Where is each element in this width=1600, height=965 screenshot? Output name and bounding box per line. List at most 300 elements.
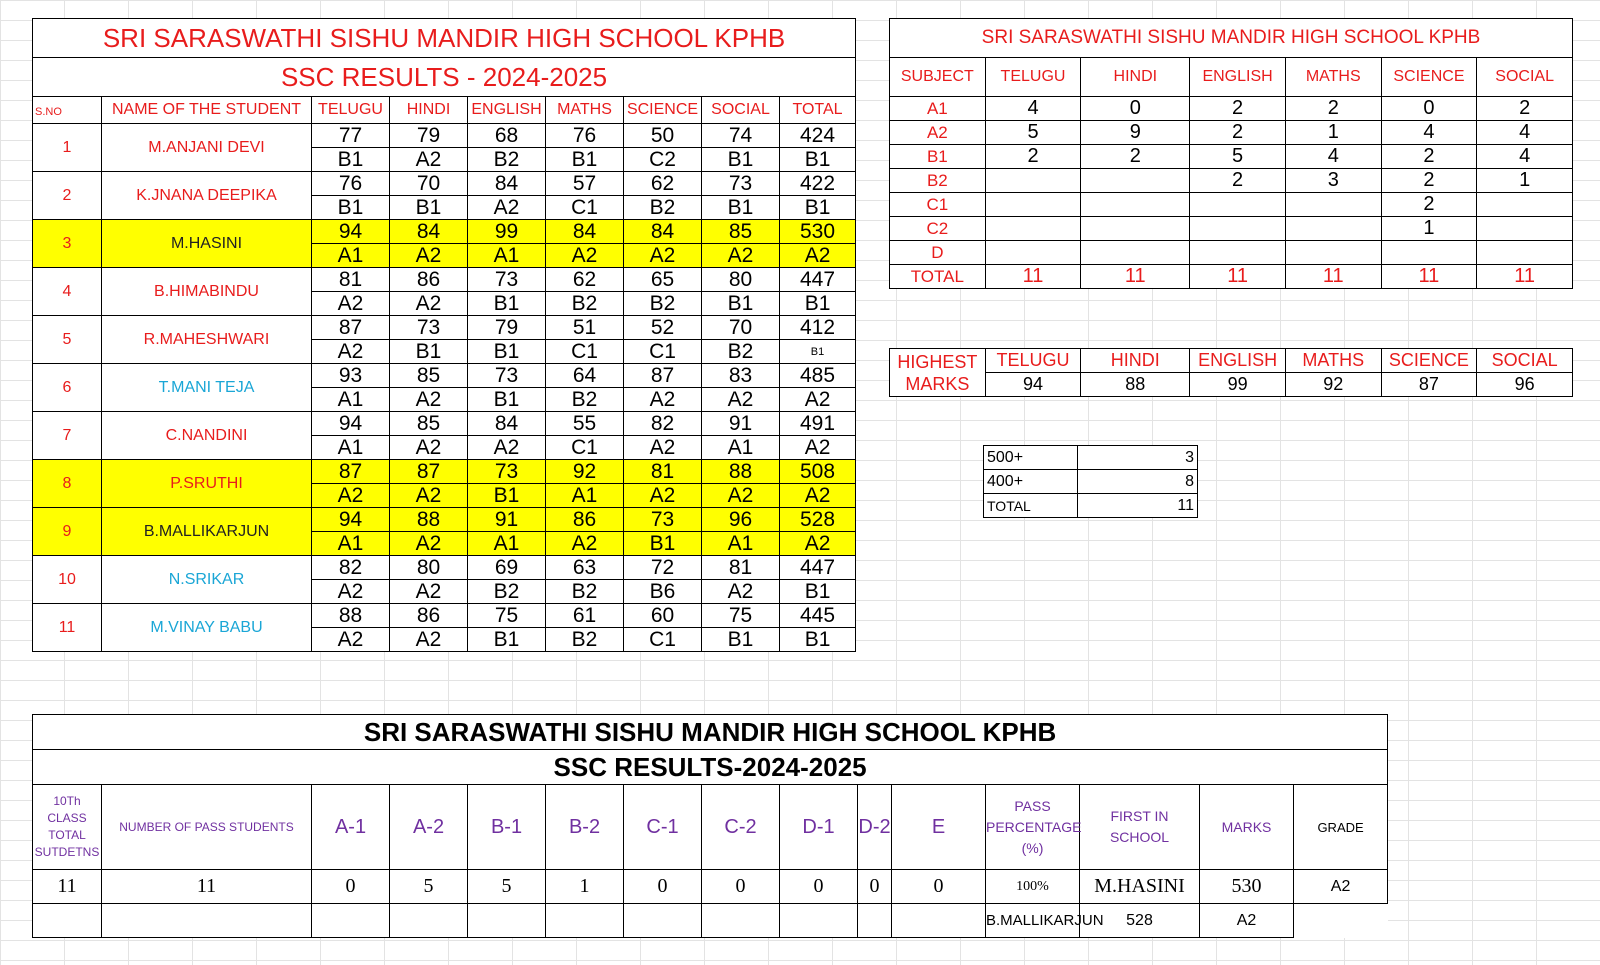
- marks-cell: 91: [702, 412, 780, 436]
- grade-cell: C1: [624, 340, 702, 364]
- grade-count-value: 0: [780, 870, 858, 904]
- student-name: K.JNANA DEEPIKA: [102, 172, 312, 220]
- marks-cell: 74: [702, 124, 780, 148]
- grade-count-cell: 2: [985, 145, 1081, 169]
- marks-cell: 81: [312, 268, 390, 292]
- marks-cell: 64: [546, 364, 624, 388]
- grade-label: B2: [890, 169, 986, 193]
- grade-count-cell: [1190, 217, 1286, 241]
- marks-cell: 422: [780, 172, 856, 196]
- pass-percentage-header: PASS PERCENTAGE (%): [986, 785, 1080, 870]
- marks-cell: 86: [546, 508, 624, 532]
- grade-cell: A2: [624, 436, 702, 460]
- grade-label: C1: [890, 193, 986, 217]
- serial-number: 5: [33, 316, 102, 364]
- count-label: 400+: [984, 470, 1078, 494]
- marks-cell: 84: [390, 220, 468, 244]
- grade-count-cell: 2: [1381, 145, 1477, 169]
- student-name: R.MAHESHWARI: [102, 316, 312, 364]
- pass-students-value: 11: [102, 870, 312, 904]
- empty-cell: [702, 904, 780, 938]
- grade-cell: A2: [624, 388, 702, 412]
- marks-cell: 87: [312, 460, 390, 484]
- grade-cell: A2: [390, 388, 468, 412]
- grade-count-value: 5: [390, 870, 468, 904]
- student-row: [33, 268, 856, 292]
- subject-header: ENGLISH: [1190, 58, 1286, 97]
- serial-number: 6: [33, 364, 102, 412]
- grade-label: D: [890, 241, 986, 265]
- school-title: SRI SARASWATHI SISHU MANDIR HIGH SCHOOL KPHB: [33, 19, 856, 58]
- grade-cell: B1: [390, 340, 468, 364]
- grade-count-cell: 4: [1477, 121, 1573, 145]
- grade-cell: B1: [624, 532, 702, 556]
- grade-count-value: 5: [468, 870, 546, 904]
- total-label: TOTAL: [890, 265, 986, 289]
- grade-cell: A1: [312, 436, 390, 460]
- total-cell: 11: [1081, 265, 1190, 289]
- summary-value-row: [33, 870, 1388, 904]
- total-cell: 11: [985, 265, 1081, 289]
- subject-header: SUBJECT: [890, 58, 986, 97]
- count-row: [984, 494, 1198, 518]
- marks-cell: 85: [390, 364, 468, 388]
- highest-marks-table: [889, 348, 1573, 397]
- total-students-value: 11: [33, 870, 102, 904]
- highest-mark: 88: [1081, 373, 1190, 397]
- marks-cell: 73: [390, 316, 468, 340]
- grade-count-cell: 2: [1190, 169, 1286, 193]
- count-label: 500+: [984, 446, 1078, 470]
- student-row: [33, 412, 856, 436]
- student-name: M.VINAY BABU: [102, 604, 312, 652]
- grade-count-cell: 2: [1285, 97, 1381, 121]
- empty-cell: [102, 904, 312, 938]
- grade-header: C-2: [702, 785, 780, 870]
- marks-cell: 69: [468, 556, 546, 580]
- column-header: TOTAL: [780, 97, 856, 124]
- marks-cell: 65: [624, 268, 702, 292]
- grade-cell: B1: [780, 628, 856, 652]
- grade-cell: B1: [468, 292, 546, 316]
- student-name: N.SRIKAR: [102, 556, 312, 604]
- marks-cell: 50: [624, 124, 702, 148]
- student-row: [33, 316, 856, 340]
- grade-cell: A2: [780, 484, 856, 508]
- highest-subject: MATHS: [1285, 349, 1381, 373]
- grade-count-cell: 9: [1081, 121, 1190, 145]
- grade-cell: A2: [390, 484, 468, 508]
- grade-cell: B1: [702, 628, 780, 652]
- empty-cell: [312, 904, 390, 938]
- student-row: [33, 604, 856, 628]
- grade-count-cell: 2: [1190, 121, 1286, 145]
- student-row: [33, 508, 856, 532]
- student-name: M.ANJANI DEVI: [102, 124, 312, 172]
- grade-count-value: 0: [892, 870, 986, 904]
- column-header: NAME OF THE STUDENT: [102, 97, 312, 124]
- grade-count-row: [890, 169, 1573, 193]
- empty-cell: [546, 904, 624, 938]
- grade-cell: A2: [468, 436, 546, 460]
- column-header: MATHS: [546, 97, 624, 124]
- marks-cell: 447: [780, 268, 856, 292]
- serial-number: 10: [33, 556, 102, 604]
- student-row: [33, 364, 856, 388]
- count-value: 3: [1078, 446, 1198, 470]
- grade-cell: A2: [780, 532, 856, 556]
- grade-cell: B1: [780, 580, 856, 604]
- marks-cell: 96: [702, 508, 780, 532]
- student-name: P.SRUTHI: [102, 460, 312, 508]
- grade-cell: B2: [624, 292, 702, 316]
- grade-count-cell: 2: [1081, 145, 1190, 169]
- grade-cell: A2: [468, 196, 546, 220]
- grade-cell: A1: [312, 532, 390, 556]
- empty-cell: [780, 904, 858, 938]
- column-header: SCIENCE: [624, 97, 702, 124]
- marks-cell: 99: [468, 220, 546, 244]
- grade-header: B-1: [468, 785, 546, 870]
- marks-cell: 62: [624, 172, 702, 196]
- serial-number: 2: [33, 172, 102, 220]
- marks-cell: 73: [468, 268, 546, 292]
- grade-cell: A2: [312, 292, 390, 316]
- marks-cell: 84: [468, 172, 546, 196]
- grade-cell: B1: [780, 292, 856, 316]
- grade-total-row: [890, 265, 1573, 289]
- grade-header: B-2: [546, 785, 624, 870]
- highest-mark: 92: [1285, 373, 1381, 397]
- grade-header: D-2: [858, 785, 892, 870]
- grade-count-cell: [1381, 241, 1477, 265]
- grade-summary-title: SRI SARASWATHI SISHU MANDIR HIGH SCHOOL KPHB: [890, 19, 1573, 58]
- grade-cell: A2: [702, 388, 780, 412]
- student-row: [33, 124, 856, 148]
- score-count-table: [983, 445, 1198, 518]
- grade-label: A1: [890, 97, 986, 121]
- grade-cell: A2: [390, 292, 468, 316]
- grade-count-cell: 0: [1081, 97, 1190, 121]
- grade-cell: B1: [468, 484, 546, 508]
- student-row: [33, 172, 856, 196]
- marks-cell: 80: [390, 556, 468, 580]
- grade-cell: A1: [312, 244, 390, 268]
- grade-cell: B1: [780, 196, 856, 220]
- marks-cell: 51: [546, 316, 624, 340]
- grade-header: C-1: [624, 785, 702, 870]
- marks-cell: 530: [780, 220, 856, 244]
- grade-count-cell: [985, 241, 1081, 265]
- grade-cell: B2: [546, 628, 624, 652]
- highest-mark: 99: [1190, 373, 1286, 397]
- grade-label: B1: [890, 145, 986, 169]
- marks-cell: 60: [624, 604, 702, 628]
- grade-cell: C1: [624, 628, 702, 652]
- marks-cell: 73: [702, 172, 780, 196]
- marks-cell: 88: [702, 460, 780, 484]
- marks-cell: 88: [390, 508, 468, 532]
- marks-cell: 81: [624, 460, 702, 484]
- results-summary-table: [32, 714, 1388, 938]
- marks-cell: 55: [546, 412, 624, 436]
- grade-cell: A2: [780, 388, 856, 412]
- grade-count-cell: 1: [1477, 169, 1573, 193]
- grade-count-cell: 5: [985, 121, 1081, 145]
- grade-count-cell: [1081, 193, 1190, 217]
- marks-cell: 85: [702, 220, 780, 244]
- summary-second-topper-row: [33, 904, 1388, 938]
- marks-cell: 84: [624, 220, 702, 244]
- grade-count-value: 0: [624, 870, 702, 904]
- grade-cell: B1: [702, 196, 780, 220]
- subject-header: HINDI: [1081, 58, 1190, 97]
- grade-header: A-2: [390, 785, 468, 870]
- grade-count-cell: [985, 169, 1081, 193]
- empty-cell: [858, 904, 892, 938]
- marks-cell: 72: [624, 556, 702, 580]
- grade-summary-table: [889, 18, 1573, 289]
- grade-header: E: [892, 785, 986, 870]
- marks-cell: 94: [312, 412, 390, 436]
- topper-name: M.HASINI: [1080, 870, 1200, 904]
- grade-cell: B1: [468, 628, 546, 652]
- marks-cell: 68: [468, 124, 546, 148]
- highest-marks-label: HIGHEST MARKS: [890, 349, 986, 397]
- subject-header: SCIENCE: [1381, 58, 1477, 97]
- total-cell: 11: [1477, 265, 1573, 289]
- marks-cell: 86: [390, 604, 468, 628]
- grade-count-cell: 0: [1381, 97, 1477, 121]
- marks-cell: 447: [780, 556, 856, 580]
- grade-cell: A2: [546, 244, 624, 268]
- serial-number: 4: [33, 268, 102, 316]
- marks-cell: 57: [546, 172, 624, 196]
- empty-cell: [892, 904, 986, 938]
- pass-students-header: NUMBER OF PASS STUDENTS: [102, 785, 312, 870]
- grade-cell: B6: [624, 580, 702, 604]
- grade-cell: A2: [312, 484, 390, 508]
- grade-cell: B1: [390, 196, 468, 220]
- grade-label: C2: [890, 217, 986, 241]
- serial-number: 8: [33, 460, 102, 508]
- topper-marks: 530: [1200, 870, 1294, 904]
- marks-cell: 70: [702, 316, 780, 340]
- grade-cell: A2: [624, 484, 702, 508]
- grade-header: D-1: [780, 785, 858, 870]
- grade-cell: A2: [390, 580, 468, 604]
- marks-cell: 92: [546, 460, 624, 484]
- student-name: T.MANI TEJA: [102, 364, 312, 412]
- grade-cell: A2: [390, 436, 468, 460]
- grade-count-cell: 5: [1190, 145, 1286, 169]
- grade-count-cell: 4: [985, 97, 1081, 121]
- serial-number: 3: [33, 220, 102, 268]
- marks-cell: 76: [546, 124, 624, 148]
- grade-count-row: [890, 217, 1573, 241]
- second-topper-marks: 528: [1080, 904, 1200, 938]
- grade-count-cell: [1285, 193, 1381, 217]
- serial-number: 7: [33, 412, 102, 460]
- grade-count-cell: [1190, 193, 1286, 217]
- grade-count-cell: [1190, 241, 1286, 265]
- grade-cell: A2: [312, 628, 390, 652]
- grade-cell: B1: [702, 148, 780, 172]
- grade-cell: A2: [312, 580, 390, 604]
- serial-number: 1: [33, 124, 102, 172]
- student-name: B.HIMABINDU: [102, 268, 312, 316]
- grade-count-cell: 4: [1381, 121, 1477, 145]
- marks-cell: 61: [546, 604, 624, 628]
- summary-results-title: SSC RESULTS-2024-2025: [33, 750, 1388, 785]
- marks-cell: 485: [780, 364, 856, 388]
- marks-header: MARKS: [1200, 785, 1294, 870]
- grade-cell: A2: [390, 148, 468, 172]
- grade-header: A-1: [312, 785, 390, 870]
- second-topper-name: B.MALLIKARJUN: [986, 904, 1080, 938]
- empty-cell: [1294, 904, 1388, 938]
- highest-subject: HINDI: [1081, 349, 1190, 373]
- marks-cell: 77: [312, 124, 390, 148]
- marks-cell: 75: [702, 604, 780, 628]
- grade-cell: C1: [546, 436, 624, 460]
- grade-cell: A2: [702, 484, 780, 508]
- grade-count-row: [890, 241, 1573, 265]
- count-row: [984, 470, 1198, 494]
- marks-cell: 52: [624, 316, 702, 340]
- highest-subject: TELUGU: [985, 349, 1081, 373]
- column-header: HINDI: [390, 97, 468, 124]
- grade-cell: B2: [546, 580, 624, 604]
- highest-subject: SOCIAL: [1477, 349, 1573, 373]
- pass-percentage-value: 100%: [986, 870, 1080, 904]
- highest-subject: ENGLISH: [1190, 349, 1286, 373]
- empty-cell: [468, 904, 546, 938]
- first-in-school-header: FIRST IN SCHOOL: [1080, 785, 1200, 870]
- marks-cell: 81: [702, 556, 780, 580]
- grade-count-cell: 1: [1381, 217, 1477, 241]
- grade-count-row: [890, 145, 1573, 169]
- marks-cell: 87: [390, 460, 468, 484]
- grade-count-cell: [1477, 217, 1573, 241]
- grade-count-cell: [1477, 241, 1573, 265]
- marks-cell: 84: [546, 220, 624, 244]
- column-header: SOCIAL: [702, 97, 780, 124]
- grade-count-value: 1: [546, 870, 624, 904]
- subject-header: TELUGU: [985, 58, 1081, 97]
- topper-grade: A2: [1294, 870, 1388, 904]
- marks-cell: 412: [780, 316, 856, 340]
- student-row: [33, 556, 856, 580]
- marks-cell: 84: [468, 412, 546, 436]
- marks-cell: 87: [624, 364, 702, 388]
- marks-cell: 79: [468, 316, 546, 340]
- marks-cell: 70: [390, 172, 468, 196]
- grade-count-cell: 2: [1381, 169, 1477, 193]
- grade-cell: B1: [468, 340, 546, 364]
- serial-number: 9: [33, 508, 102, 556]
- second-topper-grade: A2: [1200, 904, 1294, 938]
- grade-count-cell: 2: [1381, 193, 1477, 217]
- marks-cell: 73: [468, 460, 546, 484]
- student-name: B.MALLIKARJUN: [102, 508, 312, 556]
- grade-cell: A1: [702, 532, 780, 556]
- serial-number: 11: [33, 604, 102, 652]
- grade-cell: A1: [468, 532, 546, 556]
- grade-cell: A2: [390, 244, 468, 268]
- grade-cell: B2: [468, 148, 546, 172]
- grade-count-cell: [1081, 217, 1190, 241]
- marks-cell: 88: [312, 604, 390, 628]
- empty-cell: [624, 904, 702, 938]
- marks-cell: 445: [780, 604, 856, 628]
- highest-mark: 96: [1477, 373, 1573, 397]
- total-cell: 11: [1190, 265, 1286, 289]
- grade-cell: B2: [546, 292, 624, 316]
- marks-cell: 94: [312, 220, 390, 244]
- marks-cell: 79: [390, 124, 468, 148]
- highest-subject: SCIENCE: [1381, 349, 1477, 373]
- count-row: [984, 446, 1198, 470]
- grade-count-cell: 2: [1190, 97, 1286, 121]
- grade-cell: B1: [468, 388, 546, 412]
- column-header: S.NO: [33, 97, 102, 124]
- highest-mark: 87: [1381, 373, 1477, 397]
- grade-cell: B1: [780, 340, 856, 364]
- student-results-table: [32, 18, 856, 652]
- grade-cell: C1: [546, 340, 624, 364]
- grade-count-cell: [1285, 241, 1381, 265]
- marks-cell: 491: [780, 412, 856, 436]
- grade-count-cell: [1477, 193, 1573, 217]
- summary-header-row: [33, 785, 1388, 870]
- marks-cell: 62: [546, 268, 624, 292]
- marks-cell: 508: [780, 460, 856, 484]
- total-cell: 11: [1285, 265, 1381, 289]
- marks-cell: 73: [624, 508, 702, 532]
- grade-count-row: [890, 121, 1573, 145]
- grade-cell: A2: [390, 628, 468, 652]
- grade-count-value: 0: [312, 870, 390, 904]
- grade-cell: A2: [624, 244, 702, 268]
- grade-count-cell: [1081, 169, 1190, 193]
- grade-cell: B2: [546, 388, 624, 412]
- grade-count-cell: [985, 217, 1081, 241]
- grade-cell: C2: [624, 148, 702, 172]
- marks-cell: 94: [312, 508, 390, 532]
- grade-cell: B1: [312, 148, 390, 172]
- total-cell: 11: [1381, 265, 1477, 289]
- subject-header: SOCIAL: [1477, 58, 1573, 97]
- grade-cell: B1: [312, 196, 390, 220]
- column-header: ENGLISH: [468, 97, 546, 124]
- grade-cell: B1: [702, 292, 780, 316]
- grade-cell: A1: [702, 436, 780, 460]
- grade-count-value: 0: [858, 870, 892, 904]
- marks-cell: 76: [312, 172, 390, 196]
- grade-cell: A2: [702, 244, 780, 268]
- results-title: SSC RESULTS - 2024-2025: [33, 58, 856, 97]
- grade-cell: B2: [624, 196, 702, 220]
- student-row: [33, 220, 856, 244]
- grade-cell: B1: [546, 148, 624, 172]
- grade-cell: B1: [780, 148, 856, 172]
- count-label: TOTAL: [984, 494, 1078, 518]
- grade-cell: B2: [702, 340, 780, 364]
- grade-count-cell: [1081, 241, 1190, 265]
- student-name: M.HASINI: [102, 220, 312, 268]
- marks-cell: 63: [546, 556, 624, 580]
